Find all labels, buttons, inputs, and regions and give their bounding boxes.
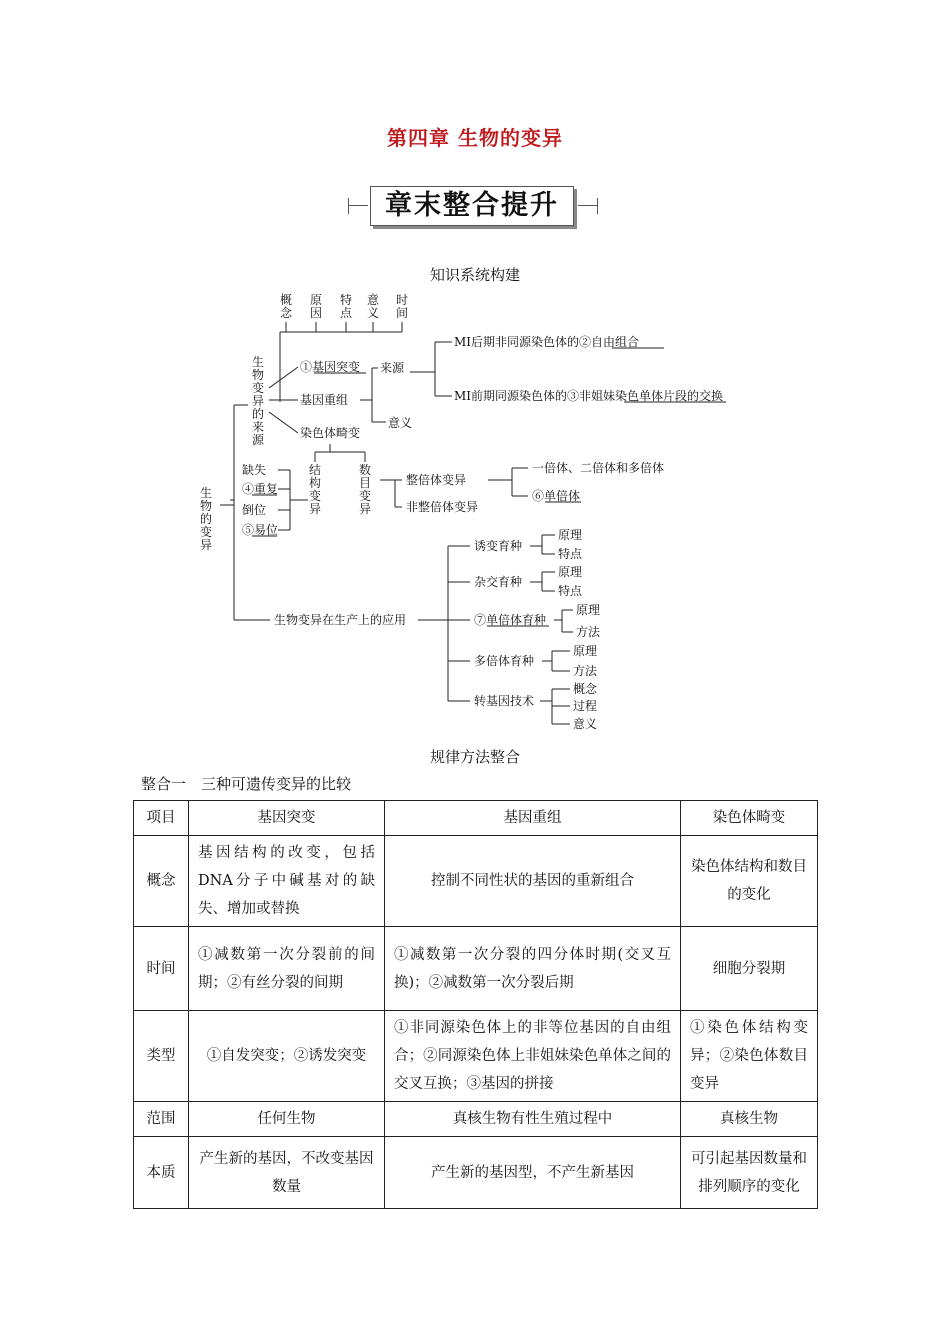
mindmap-haploid: ⑥单倍体 [532, 489, 581, 503]
mindmap-euploid: 整倍体变异 [406, 473, 467, 487]
mindmap-structure-type: 缺失 [242, 463, 267, 477]
table-cell: 产生新的基因型，不产生新基因 [385, 1137, 681, 1209]
banner-title: 章末整合提升 [370, 186, 574, 226]
mindmap-number-variation-char: 异 [358, 502, 372, 516]
mindmap-breeding-item: 意义 [573, 717, 598, 731]
mindmap-source-char: 异 [251, 394, 265, 408]
mindmap-gene-mutation-aspect-char: 点 [339, 306, 353, 320]
table-cell: 控制不同性状的基因的重新组合 [385, 836, 681, 927]
knowledge-mindmap [190, 290, 770, 740]
table-cell: ①自发突变；②诱发突变 [189, 1011, 385, 1102]
table-row [134, 1011, 818, 1102]
chapter-title: 第四章 生物的变异 [387, 126, 563, 150]
mindmap-breeding-method: 杂交育种 [474, 575, 523, 589]
mindmap-root-char: 物 [199, 499, 213, 513]
mindmap-root-char: 异 [199, 538, 213, 552]
mindmap-gene-mutation-aspect-char: 因 [309, 306, 323, 320]
mindmap-m1-late: MⅠ后期非同源染色体的②自由组合 [454, 335, 640, 349]
mindmap-application: 生物变异在生产上的应用 [274, 613, 407, 627]
mindmap-breeding-item: 原理 [558, 565, 583, 579]
mindmap-structure-variation-char: 变 [308, 489, 322, 503]
table-cell: 任何生物 [189, 1102, 385, 1137]
table-cell: 细胞分裂期 [681, 927, 818, 1011]
table-cell: 可引起基因数量和排列顺序的变化 [681, 1137, 818, 1209]
mindmap-root-char: 生 [199, 486, 213, 500]
mindmap-breeding-item: 原理 [558, 528, 583, 542]
table-cell: ①减数第一次分裂的四分体时期(交叉互换)；②减数第一次分裂后期 [385, 927, 681, 1011]
mindmap-root-char: 变 [199, 525, 213, 539]
table-header-row [134, 801, 818, 836]
mindmap-source-char: 源 [251, 433, 265, 447]
table-cell: 基因结构的改变，包括DNA分子中碱基对的缺失、增加或替换 [189, 836, 385, 927]
mindmap-source-char: 物 [251, 368, 265, 382]
mindmap-structure-type: 倒位 [242, 503, 267, 517]
table-row-label: 范围 [134, 1102, 189, 1137]
mindmap-breeding-item: 特点 [558, 547, 583, 561]
mindmap-number-variation-char: 目 [358, 476, 372, 490]
mindmap-structure-type: ④重复 [242, 482, 279, 496]
mindmap-source-char: 变 [251, 381, 265, 395]
table-row [134, 1137, 818, 1209]
mindmap-structure-variation-char: 异 [308, 502, 322, 516]
banner-left-tick [348, 198, 349, 214]
mindmap-breeding-method: 多倍体育种 [474, 654, 535, 668]
table-header-cell: 基因重组 [385, 801, 681, 836]
variation-comparison-table [133, 800, 818, 1209]
mindmap-aneuploid: 非整倍体变异 [406, 500, 479, 514]
mindmap-chromosome-variation: 染色体畸变 [300, 426, 361, 440]
mindmap-euploid-types: 一倍体、二倍体和多倍体 [532, 461, 665, 475]
table-header-cell: 染色体畸变 [681, 801, 818, 836]
banner-right-tick [597, 198, 598, 214]
table-cell: 产生新的基因，不改变基因数量 [189, 1137, 385, 1209]
mindmap-breeding-item: 原理 [576, 603, 601, 617]
mindmap-gene-mutation-aspect-char: 间 [395, 306, 409, 320]
mindmap-number-variation-char: 变 [358, 489, 372, 503]
mindmap-recombination-source: 来源 [380, 361, 405, 375]
section-title-knowledge: 知识系统构建 [429, 266, 520, 284]
mindmap-gene-mutation-aspect-char: 念 [279, 306, 293, 320]
mindmap-gene-mutation-aspect-char: 意 [366, 293, 380, 307]
mindmap-breeding-method: 诱变育种 [474, 539, 523, 553]
table-cell: ①减数第一次分裂前的间期；②有丝分裂的间期 [189, 927, 385, 1011]
section-banner [344, 186, 602, 228]
mindmap-source-char: 生 [251, 355, 265, 369]
mindmap-gene-mutation-aspect-char: 特 [339, 293, 353, 307]
mindmap-breeding-item: 方法 [576, 625, 601, 639]
mindmap-number-variation-char: 数 [358, 463, 372, 477]
table-row [134, 927, 818, 1011]
table-cell: ①染色体结构变异；②染色体数目变异 [681, 1011, 818, 1102]
mindmap-root-char: 的 [199, 512, 213, 526]
table-row-label: 类型 [134, 1011, 189, 1102]
mindmap-source-char: 的 [251, 407, 265, 421]
table-cell: 真核生物有性生殖过程中 [385, 1102, 681, 1137]
section-title-methods: 规律方法整合 [429, 748, 520, 766]
mindmap-gene-mutation-aspect-char: 概 [279, 293, 293, 307]
banner-right-line [578, 205, 598, 206]
subsection-title: 整合一 三种可遗传变异的比较 [141, 775, 352, 793]
mindmap-structure-variation-char: 结 [308, 463, 322, 477]
mindmap-gene-mutation-aspect-char: 义 [366, 306, 380, 320]
mindmap-recombination-meaning: 意义 [388, 416, 413, 430]
mindmap-breeding-item: 概念 [573, 682, 598, 696]
mindmap-source-char: 来 [251, 420, 265, 434]
mindmap-breeding-method: 转基因技术 [474, 694, 535, 708]
mindmap-breeding-item: 过程 [573, 699, 598, 713]
mindmap-m1-early: MⅠ前期同源染色体的③非姐妹染色单体片段的交换 [454, 389, 724, 403]
mindmap-breeding-item: 方法 [573, 664, 598, 678]
table-row [134, 836, 818, 927]
mindmap-structure-variation-char: 构 [308, 476, 322, 490]
mindmap-gene-mutation-aspect-char: 时 [395, 293, 409, 307]
table-cell: 染色体结构和数目的变化 [681, 836, 818, 927]
mindmap-breeding-item: 原理 [573, 644, 598, 658]
banner-left-line [348, 205, 368, 206]
mindmap-breeding-item: 特点 [558, 584, 583, 598]
mindmap-recombination: 基因重组 [300, 393, 349, 407]
table-row-label: 时间 [134, 927, 189, 1011]
mindmap-breeding-method: ⑦单倍体育种 [474, 613, 547, 627]
table-cell: 真核生物 [681, 1102, 818, 1137]
mindmap-gene-mutation-aspect-char: 原 [309, 293, 323, 307]
table-header-cell: 项目 [134, 801, 189, 836]
table-row-label: 本质 [134, 1137, 189, 1209]
table-row [134, 1102, 818, 1137]
table-row-label: 概念 [134, 836, 189, 927]
table-cell: ①非同源染色体上的非等位基因的自由组合；②同源染色体上非姐妹染色单体之间的交叉互换；③基因的拼接 [385, 1011, 681, 1102]
table-header-cell: 基因突变 [189, 801, 385, 836]
mindmap-gene-mutation: ①基因突变 [300, 360, 361, 374]
mindmap-structure-type: ⑤易位 [242, 523, 279, 537]
